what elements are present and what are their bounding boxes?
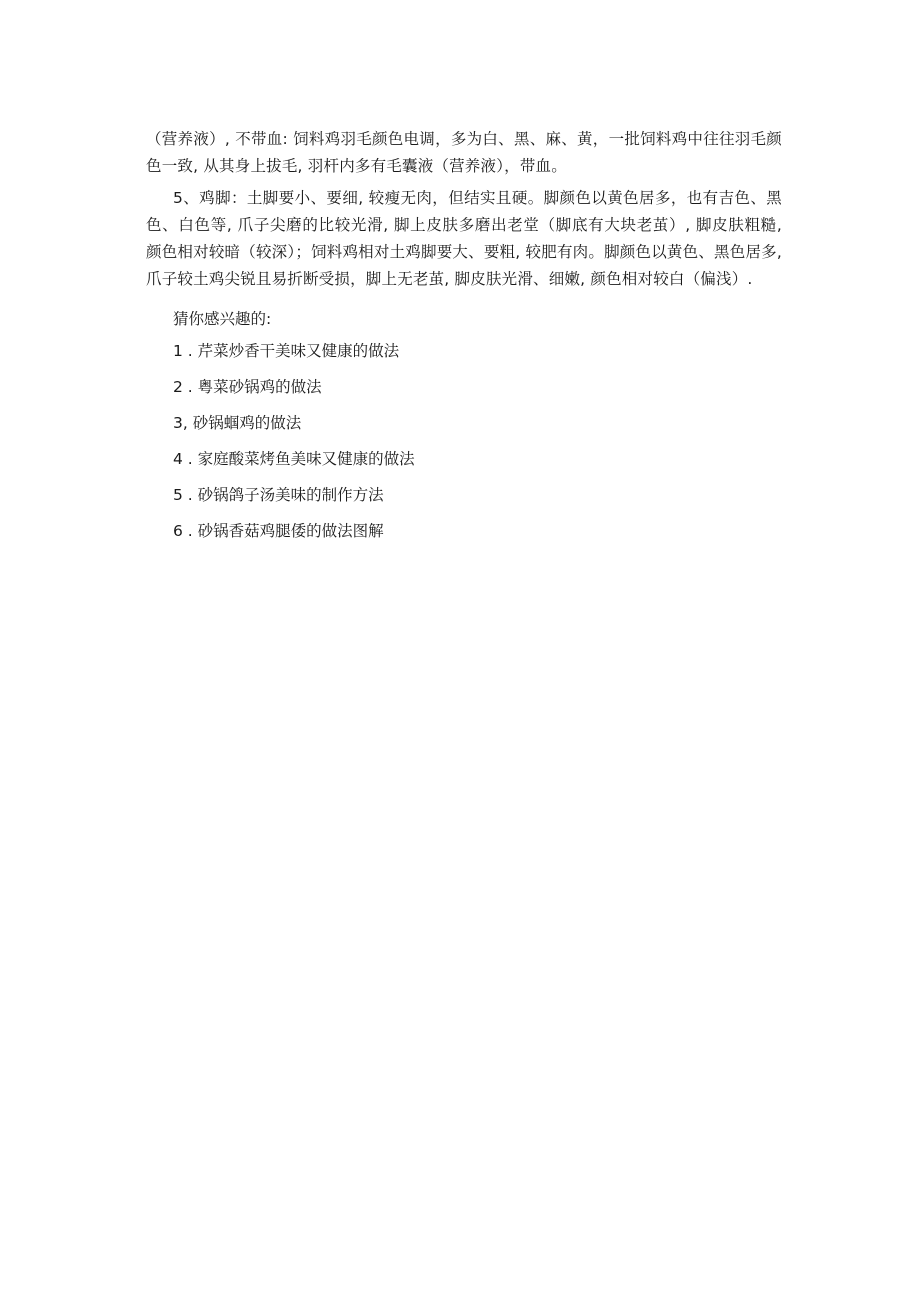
recommendation-item-1: 1 . 芹菜炒香干美味又健康的做法 — [173, 342, 400, 360]
paragraph-chicken-feet: 5、鸡脚：土脚要小、要细, 较瘦无肉，但结实且硬。脚颜色以黄色居多，也有吉色、黑色、白色等, 爪子尖磨的比较光滑, 脚上皮肤多磨出老堂（脚底有大块老茧）, 脚皮肤粗糙, 颜色相对较暗（较深）；饲料鸡相对土鸡脚要大、要粗, 较肥有肉。脚颜色以黄色、黑色居多, 爪子较土鸡尖锐且易折断受损，脚上无老茧, 脚皮肤光滑、细嫩, 颜色相对较白（偏浅）. — [146, 189, 782, 288]
recommendations-title: 猜你感兴趣的: — [173, 310, 272, 328]
recommendation-item-2: 2 . 粤菜砂锅鸡的做法 — [173, 378, 322, 396]
article-body — [146, 126, 782, 555]
recommendation-item-4: 4 . 家庭酸菜烤鱼美味又健康的做法 — [173, 450, 415, 468]
recommendation-item-5: 5 . 砂锅鸽子汤美味的制作方法 — [173, 486, 384, 504]
recommendation-item-3: 3, 砂锅蝈鸡的做法 — [173, 414, 302, 432]
recommendation-item-6: 6 . 砂锅香菇鸡腿倭的做法图解 — [173, 522, 384, 540]
recommendations-list — [146, 339, 782, 543]
paragraph-feathers: （营养液）, 不带血: 饲料鸡羽毛颜色电调，多为白、黑、麻、黄，一批饲料鸡中往往羽毛颜色一致, 从其身上拔毛, 羽杆内多有毛囊液（营养液），带血。 — [146, 130, 782, 175]
